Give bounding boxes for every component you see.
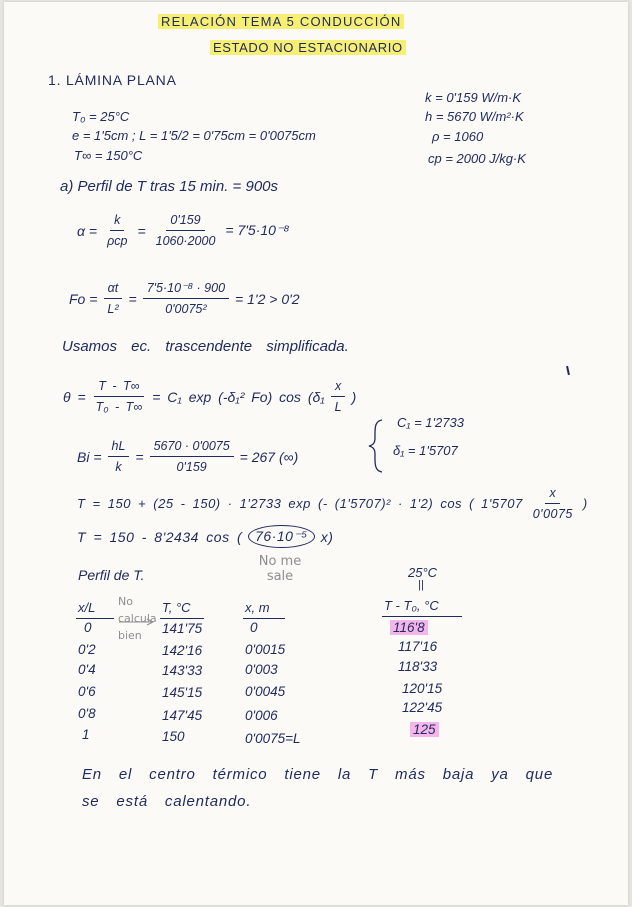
header-underline-2 [160, 618, 204, 619]
theta-rhs: = C₁ exp (-δ₁² Fo) cos (δ₁ [152, 388, 325, 405]
notebook-page [4, 2, 628, 905]
biot-f2-num: 5670 · 0'0075 [150, 438, 234, 457]
cell-dt: 118'33 [398, 659, 438, 674]
alpha-fraction-2 [152, 212, 220, 249]
pen-mark [566, 366, 570, 375]
header-underline-3 [243, 618, 285, 619]
biot-result: = 267 (∞) [239, 448, 299, 465]
cell-dt: 122'45 [402, 700, 443, 715]
temperature-simplified [74, 525, 336, 548]
theta-close: ) [351, 388, 357, 405]
biot-f1-num: hL [108, 438, 130, 457]
cell-xl: 0'4 [78, 662, 96, 677]
cell-t: 141'75 [162, 621, 203, 636]
cell-t: 147'45 [162, 708, 203, 723]
fourier-f2-num: 7'5·10⁻⁸ · 900 [143, 280, 229, 299]
cell-xl: 0 [84, 620, 92, 635]
given-t0: T₀ = 25°C [72, 109, 130, 124]
method-note: Usamos ec. trascendente simplificada. [62, 338, 349, 355]
header-x-over-l: x/L [78, 600, 96, 615]
delta1-value: δ₁ = 1'5707 [393, 443, 458, 458]
c1-value: C₁ = 1'2733 [397, 415, 464, 430]
given-thickness: e = 1'5cm ; L = 1'5/2 = 0'75cm = 0'0075cm [72, 128, 316, 143]
cell-x: 0'006 [245, 708, 278, 723]
header-underline-1 [76, 618, 114, 619]
temperature-f-den: 0'0075 [532, 507, 573, 521]
circled-term: 76·10⁻⁵ [248, 525, 315, 548]
pencil-note-no-calcula-bien: No calcula bien [118, 595, 157, 642]
header-temperature: T, °C [162, 600, 191, 615]
temperature-lhs: T = 150 + (25 - 150) · 1'2733 exp (- (1'5707)² · 1'2) cos ( 1'5707 [77, 496, 523, 511]
header-position: x, m [245, 600, 270, 615]
property-rho: ρ = 1060 [432, 129, 484, 144]
section-title: 1. LÁMINA PLANA [48, 72, 177, 88]
alpha-f1-den: ρcp [107, 234, 128, 248]
theta-formula [60, 378, 359, 415]
theta-f2-num: x [331, 378, 345, 397]
fourier-result: = 1'2 > 0'2 [235, 290, 300, 307]
cell-xl: 0'6 [78, 684, 96, 699]
fourier-fraction-2 [143, 280, 229, 317]
cell-dt: 120'15 [402, 681, 443, 696]
cell-t: 142'16 [162, 643, 203, 658]
biot-lhs: Bi = [77, 448, 102, 465]
cell-dt: 125 [410, 722, 439, 737]
given-tinf: T∞ = 150°C [74, 148, 143, 163]
cell-dt: 117'16 [398, 639, 438, 654]
temperature-formula [74, 485, 591, 522]
biot-eq: = [135, 448, 144, 465]
page-subtitle: ESTADO NO ESTACIONARIO [210, 40, 406, 55]
conclusion-line-1: En el centro térmico tiene la T más baja ya que [82, 766, 554, 783]
theta-lhs: θ = [63, 388, 86, 405]
fourier-f1-den: L² [107, 302, 119, 316]
cell-x: 0'0075=L [245, 731, 301, 746]
property-h: h = 5670 W/m²·K [425, 109, 524, 124]
alpha-fraction-1 [103, 212, 131, 249]
alpha-f2-num: 0'159 [166, 212, 204, 231]
biot-f2-den: 0'159 [176, 460, 207, 474]
header-temperature-rise: T - T₀, °C [384, 598, 439, 613]
cell-x: 0 [250, 620, 258, 635]
theta-f1-den: T₀ - T∞ [95, 400, 143, 414]
cell-xl: 0'2 [78, 642, 96, 657]
biot-formula [74, 438, 301, 475]
cell-xl: 0'8 [78, 706, 96, 721]
alpha-eq: = [137, 222, 146, 239]
biot-f1-den: k [115, 460, 122, 474]
alpha-formula [74, 212, 292, 249]
property-cp: cp = 2000 J/kg·K [428, 151, 526, 166]
alpha-f1-num: k [110, 212, 124, 231]
fourier-lhs: Fo = [69, 290, 98, 307]
part-a-title: a) Perfil de T tras 15 min. = 900s [60, 178, 279, 195]
fourier-formula [66, 280, 303, 317]
theta-fraction-1 [92, 378, 147, 415]
temperature-simplified-rhs: x) [320, 528, 334, 545]
cell-t: 145'15 [162, 685, 203, 700]
header-underline-4 [382, 616, 462, 617]
theta-fraction-2 [331, 378, 346, 415]
cell-x: 0'0045 [245, 684, 286, 699]
cell-x: 0'003 [245, 662, 278, 677]
cell-xl: 1 [82, 727, 90, 742]
temperature-simplified-lhs: T = 150 - 8'2434 cos ( [77, 528, 243, 545]
temperature-f-num: x [545, 485, 560, 504]
conclusion-line-2: se está calentando. [82, 793, 252, 810]
fourier-fraction-1 [103, 280, 122, 317]
cell-dt: 116'8 [390, 620, 428, 635]
biot-fraction-2 [150, 438, 234, 475]
theta-f1-num: T - T∞ [94, 378, 143, 397]
fourier-f1-num: αt [104, 280, 123, 299]
alpha-f2-den: 1060·2000 [155, 234, 216, 248]
property-k: k = 0'159 W/m·K [425, 90, 522, 105]
fourier-eq: = [128, 290, 137, 307]
fourier-f2-den: 0'0075² [165, 302, 207, 316]
curly-brace-icon [366, 418, 386, 474]
equals-mark: || [418, 579, 424, 591]
alpha-result: = 7'5·10⁻⁸ [225, 222, 290, 238]
pencil-note-no-me-sale: No me sale [258, 554, 302, 584]
alpha-lhs: α = [77, 222, 98, 239]
t0-reference: 25°C [408, 565, 438, 580]
biot-fraction-1 [108, 438, 130, 475]
theta-f2-den: L [334, 400, 342, 414]
arrow-right-icon [118, 618, 156, 626]
cell-x: 0'0015 [245, 642, 286, 657]
temperature-fraction [529, 485, 577, 522]
cell-t: 143'33 [162, 663, 203, 678]
page-title: RELACIÓN TEMA 5 CONDUCCIÓN [158, 14, 404, 29]
cell-t: 150 [162, 729, 185, 744]
profile-title: Perfil de T. [78, 567, 145, 583]
temperature-close: ) [582, 496, 588, 511]
